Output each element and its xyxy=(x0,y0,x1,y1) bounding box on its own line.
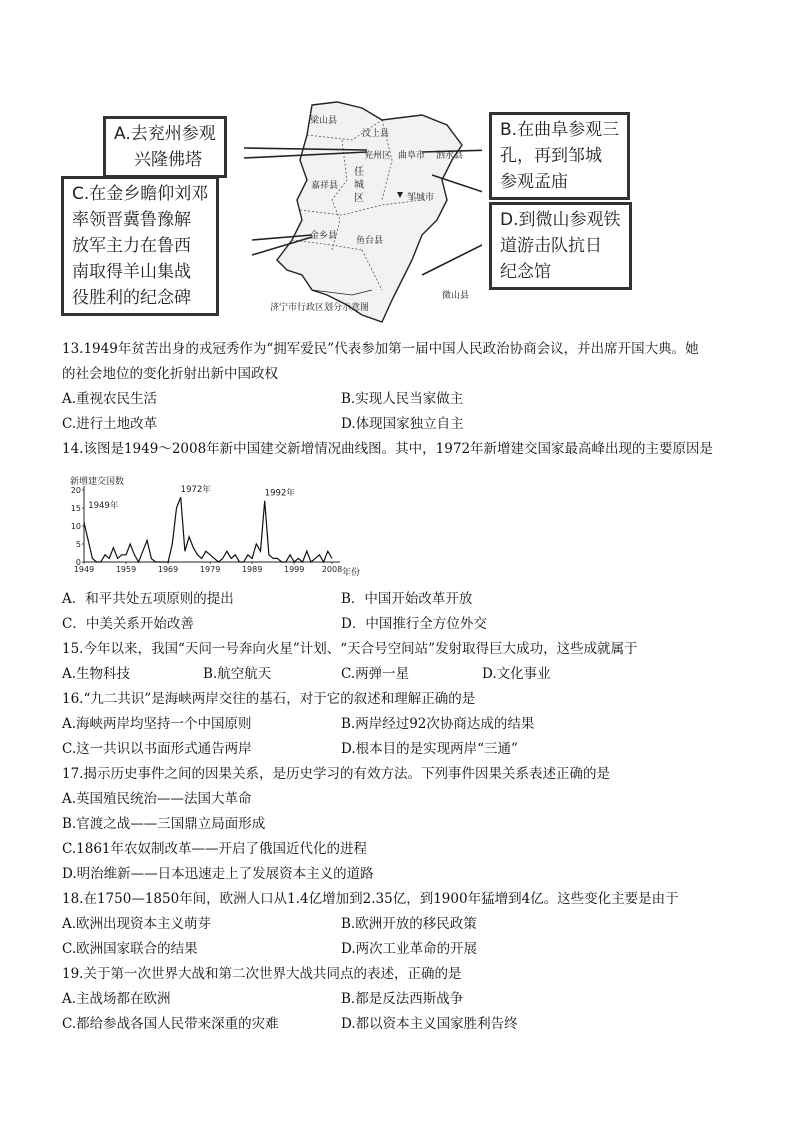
q17-option-d: D.明治维新——日本迅速走上了发展资本主义的道路 xyxy=(62,866,374,882)
map-box-c xyxy=(61,176,219,316)
chart-ytick-label: 5 xyxy=(75,540,81,549)
map-box-c-line: 役胜利的纪念碑 xyxy=(72,288,191,308)
q15-option-d: D.文化事业 xyxy=(482,666,551,682)
map-region-jiaxiang: 嘉祥县 xyxy=(311,181,339,191)
q13-option-a: A.重视农民生活 xyxy=(62,391,158,407)
q14-option-c: C．中美关系开始改善 xyxy=(62,616,194,632)
q18-option-b: B.欧洲开放的移民政策 xyxy=(341,916,477,932)
map-region-qufu: 曲阜市 xyxy=(398,151,426,161)
q14-option-a: A．和平共处五项原则的提出 xyxy=(62,591,234,607)
chart-ylabel: 新增建交国数 xyxy=(70,477,125,487)
q17-stem: 17.揭示历史事件之间的因果关系，是历史学习的有效方法。下列事件因果关系表述正确的是 xyxy=(62,766,610,782)
q19-option-a: A.主战场都在欧洲 xyxy=(62,991,171,1007)
q15-option-b: B.航空航天 xyxy=(203,666,272,682)
q15-option-c: C.两弹一星 xyxy=(341,666,410,682)
map-region-yutai: 鱼台县 xyxy=(356,236,384,246)
q13-option-d: D.体现国家独立自主 xyxy=(341,416,464,432)
q13-stem-line2: 的社会地位的变化折射出新中国政权 xyxy=(62,366,278,382)
map-box-c-line: 放军主力在鲁西 xyxy=(72,236,191,256)
chart-xticks xyxy=(74,562,342,574)
map-box-d-line: 纪念馆 xyxy=(500,262,551,282)
chart-xtick-label: 1969 xyxy=(157,565,179,574)
q16-stem: 16.“九二共识”是海峡两岸交往的基石，对于它的叙述和理解正确的是 xyxy=(62,691,476,707)
map-box-c-line: 率领晋冀鲁豫解 xyxy=(72,210,191,230)
q13-stem-line1: 13.1949年贫苦出身的戎冠秀作为“拥军爱民”代表参加第一届中国人民政治协商会议，并出席开国大典。她 xyxy=(62,341,699,357)
q18-stem: 18.在1750—1850年间，欧洲人口从1.4亿增加到2.35亿，到1900年猛增到4亿。这些变化主要是由于 xyxy=(62,891,679,907)
q13-option-c: C.进行土地改革 xyxy=(62,416,158,432)
chart-ytick-label: 20 xyxy=(70,486,81,495)
map-box-d-line: D.到微山参观铁 xyxy=(500,210,621,230)
chart-xtick-label: 1959 xyxy=(115,565,137,574)
q16-option-b: B.两岸经过92次协商达成的结果 xyxy=(341,716,535,732)
q18-option-d: D.两次工业革命的开展 xyxy=(341,941,478,957)
map-region-weishan: 微山县 xyxy=(442,291,470,301)
map-box-c-line: 南取得羊山集战 xyxy=(72,262,191,282)
map-region-rencheng: 任城区 xyxy=(354,167,364,204)
q17-option-c: C.1861年农奴制改革——开启了俄国近代化的进程 xyxy=(62,841,367,857)
diplomacy-line-chart xyxy=(62,472,362,582)
q19-option-b: B.都是反法西斯战争 xyxy=(341,991,464,1007)
q14-option-b: B．中国开始改革开放 xyxy=(341,591,473,607)
q16-option-a: A.海峡两岸均坚持一个中国原则 xyxy=(62,716,252,732)
chart-annotation: 1992年 xyxy=(264,488,295,499)
map-box-d-line: 道游击队抗日 xyxy=(500,236,602,256)
q18-option-a: A.欧洲出现资本主义萌芽 xyxy=(62,916,212,932)
q19-stem: 19.关于第一次世界大战和第二次世界大战共同点的表述，正确的是 xyxy=(62,966,462,982)
map-box-a-line: A.去兖州参观 xyxy=(114,124,216,144)
chart-annotation: 1972年 xyxy=(180,484,211,495)
chart-line-series xyxy=(84,497,332,562)
map-box-b-line: B.在曲阜参观三 xyxy=(500,120,620,140)
q19-option-c: C.都给参战各国人民带来深重的灾难 xyxy=(62,1016,279,1032)
map-region-zoucheng: 邹城市 xyxy=(407,193,435,203)
chart-xtick-label: 1979 xyxy=(199,565,221,574)
chart-xtick-label: 1989 xyxy=(241,565,263,574)
chart-annotation: 1949年 xyxy=(88,501,119,511)
q16-option-d: D.根本目的是实现两岸“三通” xyxy=(341,741,518,757)
map-box-b xyxy=(489,112,630,200)
chart-xlabel: 年份 xyxy=(342,568,361,578)
map-box-d xyxy=(489,202,632,290)
q15-stem: 15.今年以来，我国“天问一号奔向火星”计划、“天合号空间站”发射取得巨大成功，这些成就属于 xyxy=(62,641,638,657)
q17-option-b: B.官渡之战——三国鼎立局面形成 xyxy=(62,816,266,832)
map-region-yanzhou: 兖州区 xyxy=(364,151,392,161)
map-region-liangshan: 梁山县 xyxy=(310,116,338,126)
map-region-sishui: 泗水县 xyxy=(436,151,464,161)
chart-ytick-label: 0 xyxy=(75,558,81,567)
q14-stem: 14.该图是1949～2008年新中国建交新增情况曲线图。其中，1972年新增建交国家最高峰出现的主要原因是 xyxy=(62,441,714,457)
chart-series xyxy=(84,497,332,562)
q16-option-c: C.这一共识以书面形式通告两岸 xyxy=(62,741,252,757)
map-box-a xyxy=(103,116,227,178)
map-caption: 济宁市行政区划分示意图 xyxy=(270,303,370,313)
q17-option-a: A.英国殖民统治——法国大革命 xyxy=(62,791,252,807)
map-box-b-line: 参观孟庙 xyxy=(500,172,568,192)
map-box-c-line: C.在金乡瞻仰刘邓 xyxy=(72,184,209,204)
q14-option-d: D．中国推行全方位外交 xyxy=(341,616,487,632)
q18-option-c: C.欧洲国家联合的结果 xyxy=(62,941,198,957)
map-region-wenshang: 汶上县 xyxy=(362,129,390,139)
map-box-a-line: 兴隆佛塔 xyxy=(134,150,202,170)
map-region-jinxiang: 金乡县 xyxy=(310,231,338,241)
chart-xtick-label: 1999 xyxy=(283,565,305,574)
q13-option-b: B.实现人民当家做主 xyxy=(341,391,464,407)
chart-yticks xyxy=(71,486,84,567)
q19-option-d: D.都以资本主义国家胜利告终 xyxy=(341,1016,518,1032)
chart-ytick-label: 15 xyxy=(70,504,81,513)
chart-xtick-label: 2008 xyxy=(321,565,343,574)
chart-ytick-label: 10 xyxy=(70,522,81,531)
map-box-b-line: 孔，再到邹城 xyxy=(500,146,602,166)
chart-xtick-label: 1949 xyxy=(73,565,95,574)
q15-option-a: A.生物科技 xyxy=(62,666,131,682)
chart-axes xyxy=(84,486,340,562)
